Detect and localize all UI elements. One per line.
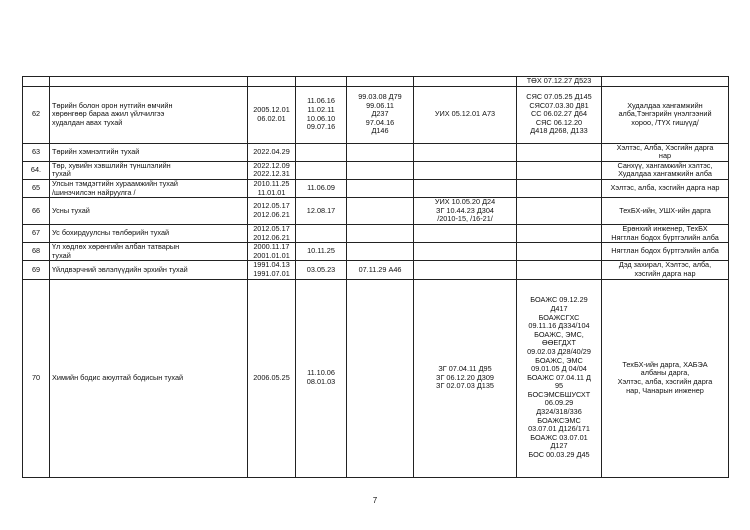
related-ref-cell <box>347 77 414 87</box>
amended-date-cell <box>296 224 347 242</box>
row-number-cell: 62 <box>23 86 50 143</box>
cell-line: 11.06.16 <box>307 96 335 106</box>
related-ref-cell <box>347 261 414 279</box>
related-ref-cell <box>347 161 414 179</box>
government-decree-cell <box>414 279 517 477</box>
cell-line: 06.09.29 <box>544 398 574 408</box>
adopted-date-cell <box>248 161 296 179</box>
cell-line: алба,Тэнгэрийн үнэлгээний <box>618 109 712 119</box>
adopted-date-cell <box>248 243 296 261</box>
table-row <box>23 198 729 225</box>
cell-line: СЯС07.03.30 Д81 <box>529 100 589 110</box>
adopted-date-cell <box>248 86 296 143</box>
cell-line: 08.01.03 <box>306 377 336 386</box>
responsible-party-cell <box>602 161 729 179</box>
cell-line: БОАЖСГХС <box>538 312 580 322</box>
cell-line: Төрийн хэмнэлтийн тухай <box>52 146 140 156</box>
cell-line: 2012.06.21 <box>253 210 290 220</box>
cell-line: Төр, хувийн хэвшлийн түншлэлийн <box>52 161 171 170</box>
row-number-cell: 70 <box>23 279 50 477</box>
cell-line: 1991.04.13 <box>253 260 290 270</box>
related-ref-cell <box>347 224 414 242</box>
cell-line: тухай <box>52 169 71 179</box>
related-ref-cell <box>347 243 414 261</box>
cell-line: БОСЭМСБШУСХТ <box>527 389 591 399</box>
amended-date-cell <box>296 143 347 161</box>
cell-line: Ерөнхий инженер, ТехБХ <box>622 224 708 233</box>
cell-line: хөрөнгөөр бараа ажил үйлчилгээ <box>52 109 165 119</box>
cell-line: 10.11.25 <box>307 246 335 256</box>
ministerial-order-cell <box>517 143 602 161</box>
cell-line: 2022.12.09 <box>253 161 290 170</box>
government-decree-cell <box>414 198 517 225</box>
government-decree-cell <box>414 243 517 261</box>
cell-line: Худалдаа хангамжийн алба <box>618 169 712 179</box>
row-number-cell: 68 <box>23 243 50 261</box>
adopted-date-cell <box>248 279 296 477</box>
responsible-party-cell <box>602 179 729 197</box>
related-ref-cell <box>347 143 414 161</box>
cell-line: ЗГ 10.44.23 Д304 <box>436 205 494 215</box>
cell-line: Д237 <box>371 109 389 119</box>
ministerial-order-cell <box>517 243 602 261</box>
cell-line: Үйлдвэрчний эвлэлүүдийн эрхийн тухай <box>52 264 188 274</box>
ministerial-order-cell <box>517 279 602 477</box>
table-row <box>23 224 729 242</box>
cell-line: Ус бохирдуулсны төлбөрийн тухай <box>52 228 170 238</box>
amended-date-cell <box>296 279 347 477</box>
table-row <box>23 279 729 477</box>
row-number-cell: 63 <box>23 143 50 161</box>
row-number-cell: 64. <box>23 161 50 179</box>
row-number-cell: 65 <box>23 179 50 197</box>
cell-line: Хэлтэс, алба, хэсгийн дарга нар <box>610 183 720 193</box>
responsible-party-cell <box>602 243 729 261</box>
cell-line: ТехБХ-ийн, УШХ-ийн дарга <box>619 205 711 215</box>
cell-line: хороо, /ТҮХ гишүүд/ <box>631 117 699 127</box>
amended-date-cell <box>296 243 347 261</box>
responsible-party-cell <box>602 261 729 279</box>
cell-line: ЗГ 02.07.03 Д135 <box>436 381 494 391</box>
table-row <box>23 86 729 143</box>
cell-line: 99.03.08 Д79 <box>358 92 402 102</box>
cell-line: 2022.04.29 <box>253 146 290 156</box>
cell-line: 06.02.01 <box>257 113 286 123</box>
responsible-party-cell <box>602 279 729 477</box>
related-ref-cell <box>347 179 414 197</box>
cell-line: 12.08.17 <box>306 205 336 215</box>
government-decree-cell <box>414 161 517 179</box>
law-title-cell <box>50 179 248 197</box>
cell-line: СС 06.02.27 Д64 <box>530 109 588 119</box>
law-title-cell <box>50 198 248 225</box>
cell-line: Д127 <box>550 441 568 451</box>
law-title-cell <box>50 261 248 279</box>
cell-line: 09.07.16 <box>306 122 336 132</box>
table-row <box>23 179 729 197</box>
cell-line: /шинэчилсэн найруулга / <box>52 187 136 197</box>
cell-line: БОАЖС 07.04.11 Д <box>527 372 591 382</box>
cell-line: Улсын тэмдэгтийн хураамжийн тухай <box>52 179 178 188</box>
adopted-date-cell <box>248 198 296 225</box>
law-title-cell <box>50 161 248 179</box>
ministerial-order-cell <box>517 86 602 143</box>
cell-line: 11.02.11 <box>307 105 335 114</box>
cell-line: 09.11.16 Д334/104 <box>528 321 590 331</box>
cell-line: БОАЖСЭМС <box>537 415 581 425</box>
cell-line: 09.01.05 Д 04/04 <box>531 364 587 374</box>
cell-line: ТехБХ-ийн дарга, ХАБЭА <box>622 359 708 369</box>
cell-line: Худалдаа хангамжийн <box>627 100 703 110</box>
cell-line: албаны дарга, <box>640 368 690 378</box>
related-ref-cell <box>347 279 414 477</box>
amended-date-cell <box>296 77 347 87</box>
ministerial-order-cell <box>517 77 602 87</box>
cell-line: Усны тухай <box>52 205 90 215</box>
cell-line: 2005.12.01 <box>253 105 290 114</box>
amended-date-cell <box>296 86 347 143</box>
cell-line: Дэд захирал, Хэлтэс, алба, <box>618 260 712 270</box>
cell-line: 1991.07.01 <box>253 268 290 278</box>
ministerial-order-cell <box>517 261 602 279</box>
government-decree-cell <box>414 179 517 197</box>
cell-line: 11.06.09 <box>307 183 335 193</box>
cell-line: 11.01.01 <box>257 187 286 197</box>
cell-line: ЗГ 07.04.11 Д95 <box>438 364 492 374</box>
table-row <box>23 77 729 87</box>
government-decree-cell <box>414 261 517 279</box>
ministerial-order-cell <box>517 161 602 179</box>
cell-line: СЯС 07.05.25 Д145 <box>526 92 592 102</box>
cell-line: УИХ 10.05.20 Д24 <box>434 197 496 207</box>
cell-line: худалдан авах тухай <box>52 117 123 127</box>
cell-line: Санхүү, хангамжийн хэлтэс, <box>617 161 713 170</box>
law-title-cell <box>50 77 248 87</box>
cell-line: УИХ 05.12.01 А73 <box>434 109 496 119</box>
government-decree-cell <box>414 224 517 242</box>
responsible-party-cell <box>602 143 729 161</box>
table-row <box>23 261 729 279</box>
cell-line: БОАЖС 03.07.01 <box>530 432 588 442</box>
cell-line: ЗГ 06.12.20 Д309 <box>436 372 494 382</box>
table-row <box>23 161 729 179</box>
table-row <box>23 243 729 261</box>
law-title-cell <box>50 143 248 161</box>
cell-line: Үл хөдлөх хөрөнгийн албан татварын <box>52 242 180 252</box>
cell-line: БОАЖС 09.12.29 <box>530 295 588 305</box>
cell-line: Д418 Д268, Д133 <box>530 126 588 136</box>
cell-line: нар, Чанарын инженер <box>626 385 704 395</box>
cell-line: хэсгийн дарга нар <box>634 268 696 278</box>
cell-line: 2001.01.01 <box>253 250 290 260</box>
ministerial-order-cell <box>517 179 602 197</box>
amended-date-cell <box>296 261 347 279</box>
cell-line: Төрийн болон орон нутгийн өмчийн <box>52 100 173 110</box>
government-decree-cell <box>414 77 517 87</box>
cell-line: 99.06.11 <box>366 100 394 110</box>
cell-line: БОС 00.03.29 Д45 <box>528 450 590 460</box>
law-title-cell <box>50 279 248 477</box>
cell-line: 2000.11.17 <box>253 242 290 252</box>
cell-line: 2022.12.31 <box>253 169 290 179</box>
cell-line: Химийн бодис аюултай бодисын тухай <box>52 372 184 382</box>
law-title-cell <box>50 224 248 242</box>
table-row <box>23 143 729 161</box>
government-decree-cell <box>414 143 517 161</box>
responsible-party-cell <box>602 86 729 143</box>
cell-line: 97.04.16 <box>365 117 395 127</box>
cell-line: 03.07.01 Д126/171 <box>528 424 590 434</box>
cell-line: /2010-15, /16-21/ <box>437 214 493 224</box>
cell-line: 95 <box>554 381 564 391</box>
cell-line: Д324/318/336 <box>536 407 582 417</box>
legal-register-table <box>22 76 729 478</box>
adopted-date-cell <box>248 261 296 279</box>
cell-line: ТӨХ 07.12.27 Д523 <box>526 76 592 85</box>
adopted-date-cell <box>248 143 296 161</box>
cell-line: нар <box>658 151 672 161</box>
cell-line: Хэлтэс, алба, хэсгийн дарга <box>617 377 713 386</box>
law-title-cell <box>50 243 248 261</box>
adopted-date-cell <box>248 179 296 197</box>
cell-line: 07.11.29 А46 <box>358 264 402 274</box>
amended-date-cell <box>296 161 347 179</box>
cell-line: Д146 <box>371 126 389 136</box>
cell-line: БОАЖС, ЭМС <box>535 355 583 365</box>
responsible-party-cell <box>602 198 729 225</box>
cell-line: 09.02.03 Д28/40/29 <box>527 346 591 356</box>
cell-line: Хэлтэс, Алба, Хэсгийн дарга <box>616 143 714 152</box>
cell-line: 10.06.10 <box>306 113 336 123</box>
cell-line: СЯС 06.12.20 <box>535 117 583 127</box>
cell-line: 2012.06.21 <box>253 232 290 242</box>
responsible-party-cell <box>602 224 729 242</box>
cell-line: 2010.11.25 <box>253 179 290 188</box>
row-number-cell: 69 <box>23 261 50 279</box>
adopted-date-cell <box>248 77 296 87</box>
ministerial-order-cell <box>517 198 602 225</box>
related-ref-cell <box>347 86 414 143</box>
cell-line: ӨӨЕГДХТ <box>542 338 576 348</box>
cell-line: 2012.05.17 <box>253 224 290 233</box>
page-number: 7 <box>372 496 378 505</box>
cell-line: Д417 <box>550 303 568 313</box>
cell-line: тухай <box>52 250 71 260</box>
responsible-party-cell <box>602 77 729 87</box>
cell-line: Нягтлан бодох бүртгэлийн алба <box>611 246 719 256</box>
row-number-cell <box>23 77 50 87</box>
adopted-date-cell <box>248 224 296 242</box>
amended-date-cell <box>296 179 347 197</box>
cell-line: Нягтлан бодох бүртгэлийн алба <box>611 232 719 242</box>
cell-line: 03.05.23 <box>306 264 336 274</box>
amended-date-cell <box>296 198 347 225</box>
cell-line: 2006.05.25 <box>253 372 290 382</box>
government-decree-cell <box>414 86 517 143</box>
related-ref-cell <box>347 198 414 225</box>
cell-line: 11.10.06 <box>307 368 335 378</box>
cell-line: 2012.05.17 <box>253 201 290 211</box>
ministerial-order-cell <box>517 224 602 242</box>
law-title-cell <box>50 86 248 143</box>
row-number-cell: 66 <box>23 198 50 225</box>
cell-line: БОАЖС, ЭМС, <box>534 329 584 339</box>
row-number-cell: 67 <box>23 224 50 242</box>
